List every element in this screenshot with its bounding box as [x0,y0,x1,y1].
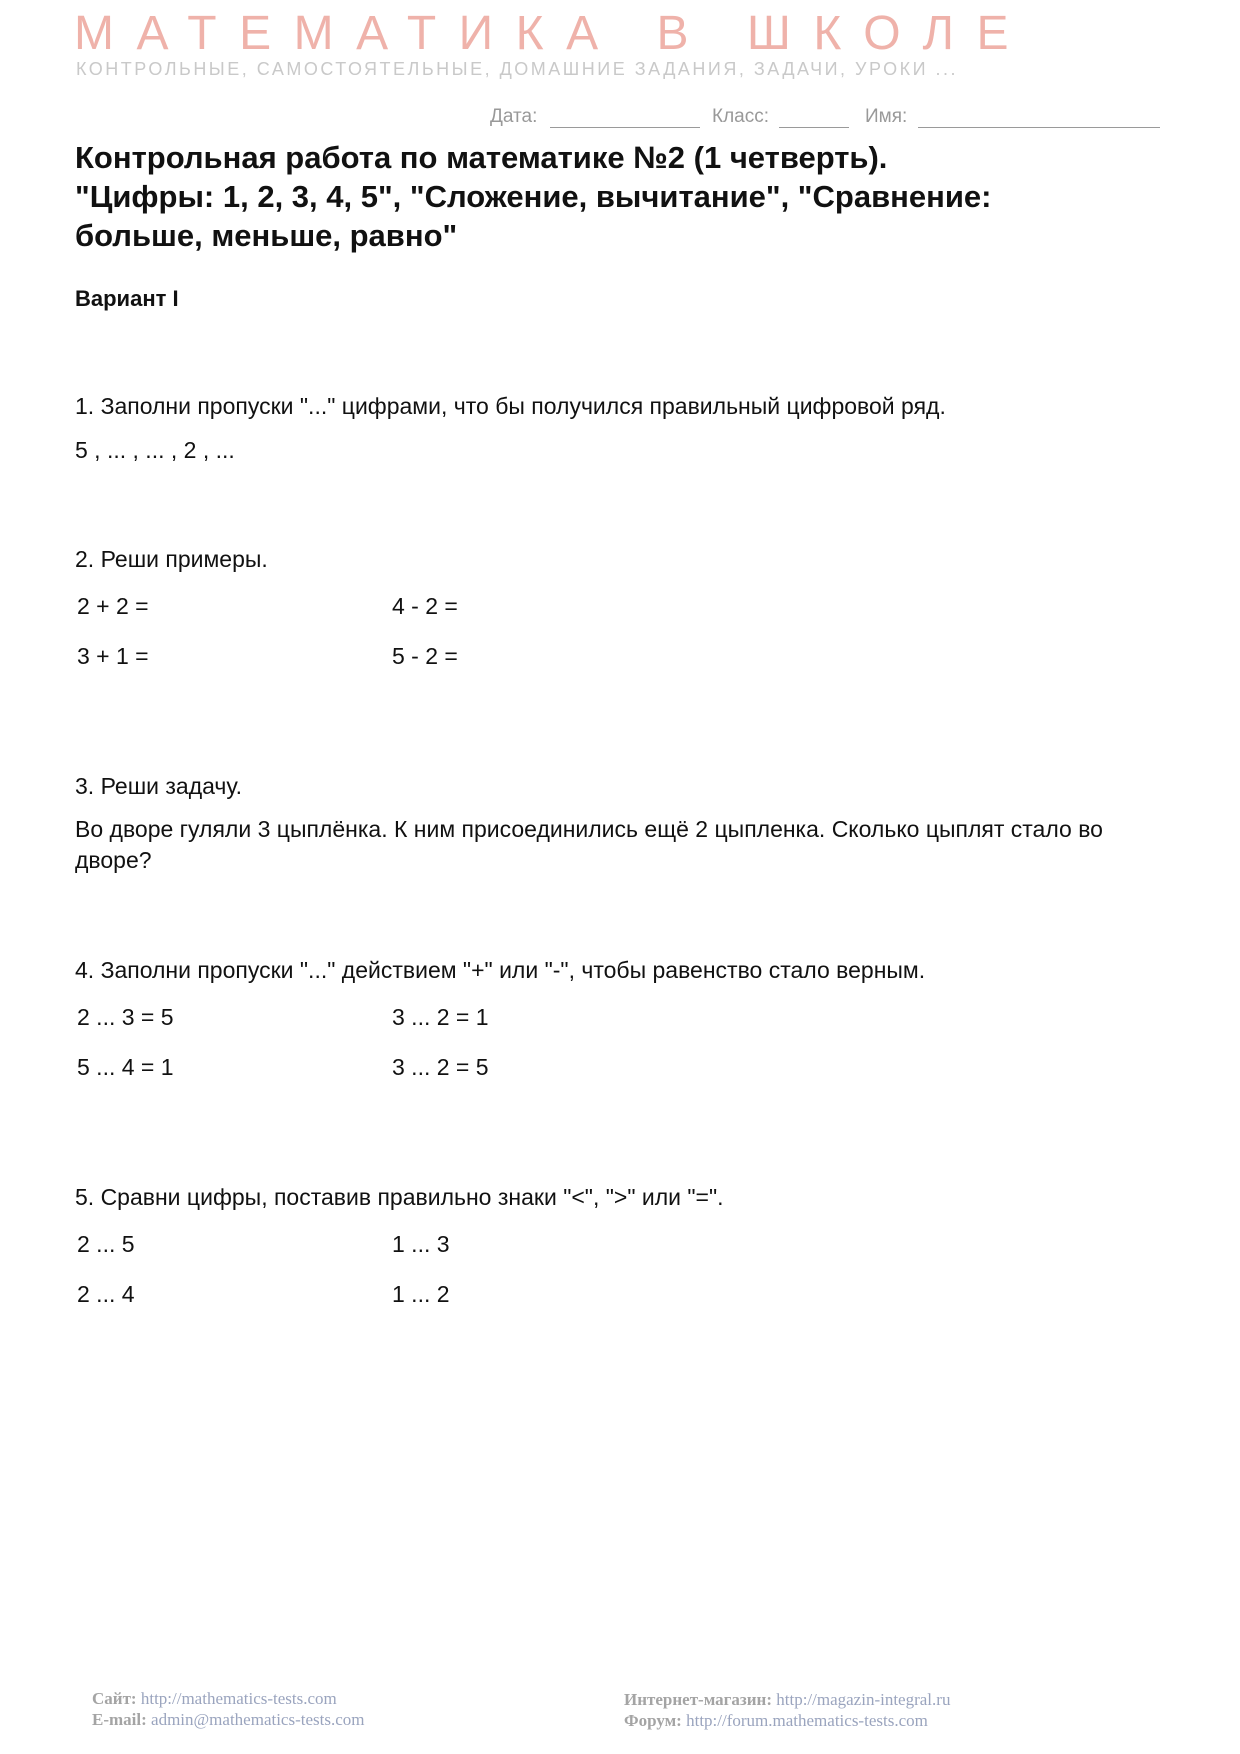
task-4-item: 3 ... 2 = 1 [392,1004,489,1030]
task-4-text: 4. Заполни пропуски "..." действием "+" или "-", чтобы равенство стало верным. [75,957,926,983]
footer-site-label: Сайт: [92,1689,137,1708]
task-1-row: 5 , ... , ... , 2 , ... [75,437,235,463]
date-field-line[interactable] [550,127,700,128]
task-2-item: 5 - 2 = [392,643,458,669]
document-title [75,138,1165,255]
brand-title: МАТЕМАТИКА В ШКОЛЕ [74,7,1032,60]
task-2-item: 3 + 1 = [77,643,149,669]
task-2-item: 2 + 2 = [77,593,149,619]
task-5-item: 1 ... 3 [392,1231,450,1257]
title-line-2: "Цифры: 1, 2, 3, 4, 5", "Сложение, вычитание", "Сравнение: [75,179,992,214]
name-field-line[interactable] [918,127,1160,128]
title-line-1: Контрольная работа по математике №2 (1 четверть). [75,140,888,175]
brand-subtitle: КОНТРОЛЬНЫЕ, САМОСТОЯТЕЛЬНЫЕ, ДОМАШНИЕ ЗАДАНИЯ, ЗАДАЧИ, УРОКИ ... [76,59,959,79]
class-label: Класс: [712,106,769,127]
footer-forum [624,1710,928,1732]
task-3-problem: Во дворе гуляли 3 цыплёнка. К ним присоединились ещё 2 цыпленка. Сколько цыплят стало во дворе? [75,816,1103,873]
task-2-item: 4 - 2 = [392,593,458,619]
footer-email-link[interactable]: admin@mathematics-tests.com [151,1710,365,1729]
task-5-item: 2 ... 5 [77,1231,135,1257]
title-line-3: больше, меньше, равно" [75,218,458,253]
task-5-text: 5. Сравни цифры, поставив правильно знаки "<", ">" или "=". [75,1184,724,1210]
date-label: Дата: [490,106,538,127]
footer-email [92,1709,365,1731]
footer-forum-link[interactable]: http://forum.mathematics-tests.com [686,1711,928,1730]
class-field-line[interactable] [779,127,849,128]
task-2-text: 2. Реши примеры. [75,546,268,572]
task-3-text: 3. Реши задачу. [75,773,242,799]
variant-heading: Вариант I [75,286,179,311]
footer-shop-label: Интернет-магазин: [624,1690,772,1709]
task-5-item: 1 ... 2 [392,1281,450,1307]
task-4-item: 5 ... 4 = 1 [77,1054,174,1080]
task-4-item: 2 ... 3 = 5 [77,1004,174,1030]
footer-site [92,1688,337,1710]
footer-email-label: E-mail: [92,1710,147,1729]
footer-shop-link[interactable]: http://magazin-integral.ru [776,1690,951,1709]
name-label: Имя: [865,106,908,127]
task-4-item: 3 ... 2 = 5 [392,1054,489,1080]
task-1-text: 1. Заполни пропуски "..." цифрами, что бы получился правильный цифровой ряд. [75,393,946,419]
footer-site-link[interactable]: http://mathematics-tests.com [140,1689,337,1708]
footer-forum-label: Форум: [624,1711,682,1730]
task-5-item: 2 ... 4 [77,1281,135,1307]
footer-shop [624,1689,950,1711]
